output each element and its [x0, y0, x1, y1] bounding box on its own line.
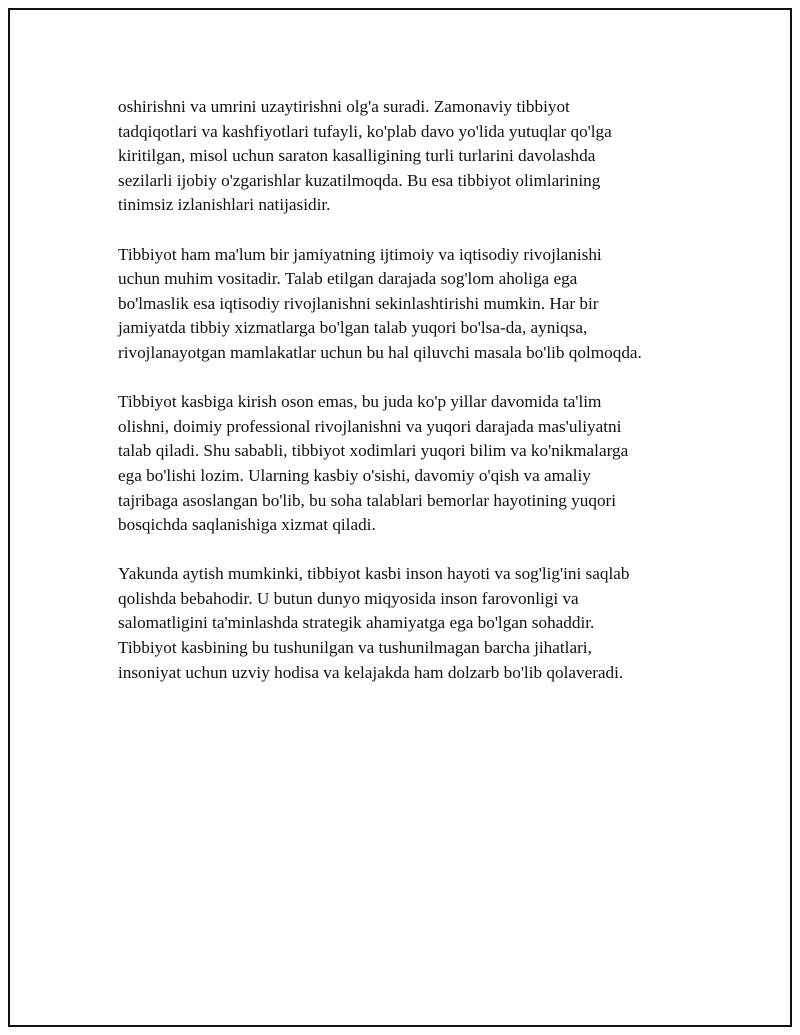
text-line: tinimsiz izlanishlari natijasidir. — [118, 195, 331, 215]
text-line: salomatligini ta'minlashda strategik ahamiyatga ega bo'lgan sohaddir. — [118, 613, 595, 633]
text-line: rivojlanayotgan mamlakatlar uchun bu hal qiluvchi masala bo'lib qolmoqda. — [118, 342, 642, 362]
text-line: uchun muhim vositadir. Talab etilgan darajada sog'lom aholiga ega — [118, 269, 578, 289]
text-line: olishni, doimiy professional rivojlanishni va yuqori darajada mas'uliyatni — [118, 416, 622, 436]
text-line: tajribaga asoslangan bo'lib, bu soha talablari bemorlar hayotining yuqori — [118, 490, 617, 510]
text-line: sezilarli ijobiy o'zgarishlar kuzatilmoqda. Bu esa tibbiyot olimlarining — [118, 170, 601, 190]
text-line: kiritilgan, misol uchun saraton kasalligining turli turlarini davolashda — [118, 146, 596, 166]
paragraph-4 — [118, 562, 718, 685]
paragraph-1 — [118, 95, 718, 218]
text-line: oshirishni va umrini uzaytirishni olg'a suradi. Zamonaviy tibbiyot — [118, 97, 570, 116]
paragraph-2 — [118, 243, 718, 366]
text-line: Tibbiyot kasbining bu tushunilgan va tushunilmagan barcha jihatlari, — [118, 638, 592, 658]
text-line: bo'lmaslik esa iqtisodiy rivojlanishni sekinlashtirishi mumkin. Har bir — [118, 293, 599, 313]
text-line: Tibbiyot kasbiga kirish oson emas, bu juda ko'p yillar davomida ta'lim — [118, 392, 602, 412]
text-line: jamiyatda tibbiy xizmatlarga bo'lgan talab yuqori bo'lsa-da, ayniqsa, — [118, 318, 588, 338]
text-line: Tibbiyot ham ma'lum bir jamiyatning ijtimoiy va iqtisodiy rivojlanishi — [118, 244, 602, 264]
text-line: insoniyat uchun uzviy hodisa va kelajakda ham dolzarb bo'lib qolaveradi. — [118, 662, 624, 682]
text-line: talab qiladi. Shu sababli, tibbiyot xodimlari yuqori bilim va ko'nikmalarga — [118, 441, 629, 461]
text-line: Yakunda aytish mumkinki, tibbiyot kasbi inson hayoti va sog'lig'ini saqlab — [118, 564, 630, 584]
text-line: ega bo'lishi lozim. Ularning kasbiy o'sishi, davomiy o'qish va amaliy — [118, 465, 591, 485]
text-line: qolishda bebahodir. U butun dunyo miqyosida inson farovonligi va — [118, 588, 579, 608]
text-line: tadqiqotlari va kashfiyotlari tufayli, ko'plab davo yo'lida yutuqlar qo'lga — [118, 121, 612, 141]
text-line: bosqichda saqlanishiga xizmat qiladi. — [118, 515, 376, 535]
paragraph-3 — [118, 390, 718, 538]
page-frame — [8, 8, 792, 1027]
document-body — [118, 95, 718, 710]
